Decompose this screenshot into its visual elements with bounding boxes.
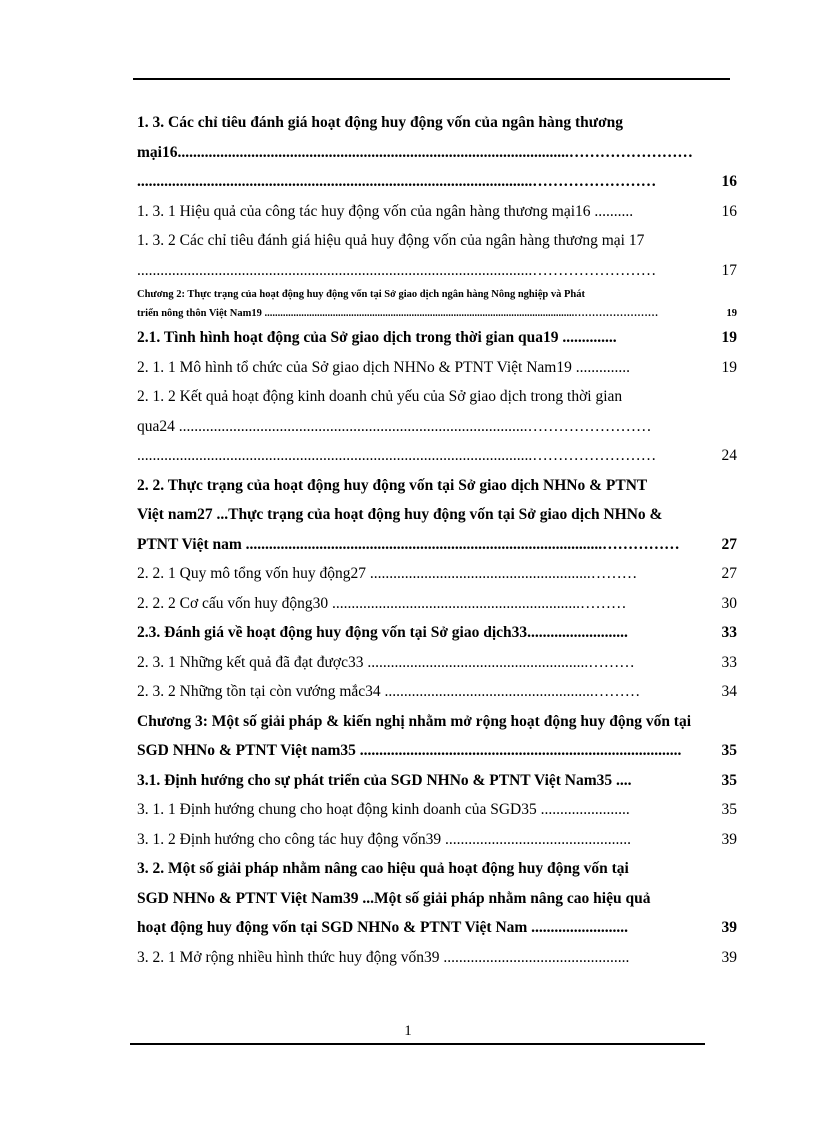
toc-entry-page: 16 (716, 167, 738, 197)
toc-entry-page: 35 (716, 736, 738, 766)
toc-entry-text: 2. 2. Thực trạng của hoạt động huy động vốn tại Sở giao dịch NHNo & PTNT (137, 476, 648, 494)
toc-entry[interactable] (137, 766, 737, 796)
toc-entry-text: qua24 ..........................................................................................…………………… (137, 417, 652, 435)
toc-entry-page: 33 (716, 648, 738, 678)
toc-entry-text: SGD NHNo & PTNT Việt Nam39 ...Một số giải pháp nhằm nâng cao hiệu quả (137, 889, 651, 907)
toc-entry[interactable] (137, 500, 737, 530)
toc-entry-text: 3. 1. 1 Định hướng chung cho hoạt động kinh doanh của SGD35 ....................... (137, 801, 630, 818)
toc-entry[interactable] (137, 226, 737, 256)
toc-entry[interactable] (137, 618, 737, 648)
toc-entry[interactable] (137, 108, 737, 138)
table-of-contents (137, 108, 737, 972)
toc-entry[interactable] (137, 197, 737, 227)
toc-entry-page: 16 (716, 197, 738, 227)
footer-rule (130, 1043, 705, 1045)
header-rule (133, 78, 730, 80)
toc-entry[interactable] (137, 677, 737, 707)
toc-entry-text: triển nông thôn Việt Nam19 ......................................................................................................................…………………… (137, 308, 659, 319)
toc-entry-page: 19 (716, 323, 738, 353)
toc-entry-text: 3. 2. Một số giải pháp nhằm nâng cao hiệu quả hoạt động huy động vốn tại (137, 860, 629, 877)
toc-entry-text: 2. 2. 2 Cơ cấu vốn huy động30 ................................................................……… (137, 594, 627, 612)
toc-entry-text: SGD NHNo & PTNT Việt nam35 ................................................................................... (137, 742, 682, 759)
toc-entry-text: Chương 3: Một số giải pháp & kiến nghị nhằm mở rộng hoạt động huy động vốn tại (137, 712, 692, 730)
toc-entry[interactable] (137, 648, 737, 678)
toc-entry[interactable] (137, 256, 737, 286)
toc-entry-page: 33 (716, 618, 738, 648)
toc-entry-page: 27 (716, 530, 738, 560)
toc-entry-page: 39 (716, 943, 738, 973)
toc-entry[interactable] (137, 559, 737, 589)
toc-entry[interactable] (137, 285, 737, 304)
toc-entry-text: 1. 3. 1 Hiệu quả của công tác huy động vốn của ngân hàng thương mại16 .......... (137, 202, 634, 220)
toc-entry-text: ......................................................................................................…………………… (137, 261, 657, 279)
toc-entry[interactable] (137, 304, 737, 323)
toc-entry[interactable] (137, 138, 737, 168)
toc-entry-text: PTNT Việt nam ............................................................................................…………… (137, 535, 680, 553)
toc-entry-text: 1. 3. Các chỉ tiêu đánh giá hoạt động huy động vốn của ngân hàng thương (137, 114, 624, 131)
toc-entry[interactable] (137, 382, 737, 412)
toc-entry-text: 2.3. Đánh giá về hoạt động huy động vốn tại Sở giao dịch33.......................... (137, 624, 628, 641)
toc-entry-text: Chương 2: Thực trạng của hoạt động huy động vốn tại Sở giao dịch ngân hàng Nông nghiệp và Phát (137, 289, 585, 300)
toc-entry-page: 17 (716, 256, 738, 286)
toc-entry-text: ......................................................................................................…………………… (137, 447, 657, 464)
toc-entry[interactable] (137, 167, 737, 197)
toc-entry-page: 35 (716, 766, 738, 796)
toc-entry-page: 19 (716, 353, 738, 383)
toc-entry-page: 30 (716, 589, 738, 619)
toc-entry[interactable] (137, 530, 737, 560)
toc-entry-text: hoạt động huy động vốn tại SGD NHNo & PTNT Việt Nam ......................... (137, 919, 629, 936)
toc-entry[interactable] (137, 943, 737, 973)
toc-entry[interactable] (137, 913, 737, 943)
toc-entry-text: 2. 3. 2 Những tồn tại còn vướng mắc34 ......................................................……… (137, 683, 641, 700)
toc-entry[interactable] (137, 854, 737, 884)
toc-entry[interactable] (137, 589, 737, 619)
page-number: 1 (404, 1023, 412, 1039)
toc-entry[interactable] (137, 884, 737, 914)
toc-entry-text: 2. 1. 1 Mô hình tổ chức của Sở giao dịch NHNo & PTNT Việt Nam19 .............. (137, 358, 630, 376)
toc-entry-text: ......................................................................................................…………………… (137, 173, 657, 190)
toc-entry[interactable] (137, 707, 737, 737)
toc-entry-text: 3.1. Định hướng cho sự phát triển của SGD NHNo & PTNT Việt Nam35 .... (137, 771, 632, 789)
toc-entry-page: 24 (716, 441, 738, 471)
toc-entry-page: 27 (716, 559, 738, 589)
toc-entry[interactable] (137, 353, 737, 383)
toc-entry[interactable] (137, 825, 737, 855)
toc-entry[interactable] (137, 441, 737, 471)
toc-entry-text: Việt nam27 ...Thực trạng của hoạt động huy động vốn tại Sở giao dịch NHNo & (137, 506, 663, 523)
toc-entry[interactable] (137, 736, 737, 766)
toc-entry-page: 35 (716, 795, 738, 825)
toc-entry[interactable] (137, 471, 737, 501)
toc-entry[interactable] (137, 323, 737, 353)
toc-entry-text: 2. 2. 1 Quy mô tổng vốn huy động27 .........................................................……… (137, 565, 638, 582)
toc-entry-text: mại16.....................................................................................................…………………… (137, 143, 693, 161)
toc-entry-page: 34 (716, 677, 738, 707)
toc-entry-text: 2. 1. 2 Kết quả hoạt động kinh doanh chủ yếu của Sở giao dịch trong thời gian (137, 388, 623, 405)
toc-entry-page: 39 (716, 913, 738, 943)
toc-entry[interactable] (137, 795, 737, 825)
toc-entry-page: 39 (716, 825, 738, 855)
toc-entry-text: 1. 3. 2 Các chỉ tiêu đánh giá hiệu quả huy động vốn của ngân hàng thương mại 17 (137, 232, 645, 249)
toc-entry-page: 19 (721, 304, 738, 323)
toc-entry-text: 2.1. Tình hình hoạt động của Sở giao dịch trong thời gian qua19 .............. (137, 329, 617, 346)
toc-entry[interactable] (137, 412, 737, 442)
toc-entry-text: 3. 2. 1 Mở rộng nhiều hình thức huy động vốn39 ................................................ (137, 948, 630, 966)
toc-entry-text: 2. 3. 1 Những kết quả đã đạt được33 .........................................................……… (137, 653, 635, 671)
toc-entry-text: 3. 1. 2 Định hướng cho công tác huy động vốn39 ................................................ (137, 830, 632, 848)
